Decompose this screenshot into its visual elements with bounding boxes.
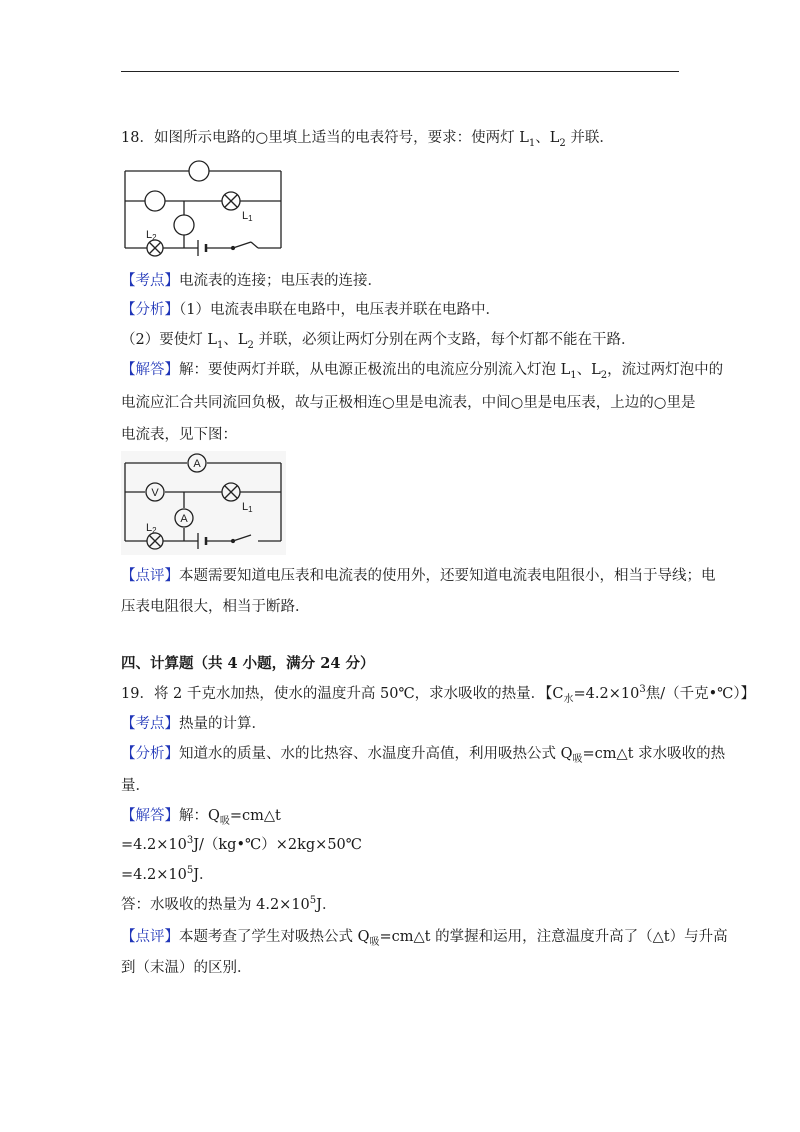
lamp-l1-label: L1	[242, 210, 253, 223]
switch-lever	[251, 242, 258, 248]
section-heading: 四、计算题（共 4 小题，满分 24 分）	[121, 655, 375, 672]
meter-slot-top	[189, 161, 209, 181]
voltmeter-left-label: V	[151, 487, 159, 499]
q18-jieda-line3: 电流表，见下图：	[121, 427, 237, 443]
q18-dianping-line2: 压表电阻很大，相当于断路．	[121, 599, 310, 615]
lamp-l2-label: L2	[146, 522, 157, 535]
q18-fenxi-line1: 【分析】（1）电流表串联在电路中，电压表并联在电路中．	[121, 302, 500, 318]
q19-jieda-line1: 【解答】解：$Q_吸=cm\triangle t$	[121, 808, 281, 827]
switch-arm	[233, 242, 251, 248]
ammeter-top-label: A	[193, 458, 201, 470]
q19-stem: 19．将 2 千克水加热，使水的温度升高 50℃，求水吸收的热量．【$C_水=4.2\times 10^3$焦/（千克•℃）】	[121, 684, 756, 705]
circuit-diagram-answer	[121, 451, 286, 555]
meter-slot-middle	[174, 215, 194, 235]
lamp-l1-label: L1	[242, 501, 253, 514]
q19-kaodian: 【考点】热量的计算．	[121, 716, 266, 732]
circuit-diagram-question	[121, 156, 286, 260]
q19-jieda-line3: $=4.2\times 10^5J$．	[121, 865, 214, 883]
q19-dianping-line2: 到（末温）的区别．	[121, 960, 252, 976]
ammeter-middle-label: A	[180, 513, 188, 525]
q18-stem: 18．如图所示电路的○里填上适当的电表符号，要求：使两灯 $L_1$、$L_2$ 并联．	[121, 130, 614, 149]
q18-jieda-line2: 电流应汇合共同流回负极，故与正极相连○里是电流表，中间○里是电压表，上边的○里是	[121, 395, 696, 411]
q18-jieda-line1: 【解答】解：要使两灯并联，从电源正极流出的电流应分别流入灯泡 $L_1$、$L_2$，流过两灯泡中的	[121, 362, 724, 381]
q19-answer: 答：水吸收的热量为 $4.2\times 10^5J$．	[121, 895, 337, 913]
q19-dianping-line1: 【点评】本题考查了学生对吸热公式 $Q_吸=cm\triangle t$ 的掌握和运用，注意温度升高了（△t）与升高	[121, 929, 728, 948]
header-rule	[121, 71, 679, 72]
q19-fenxi-line1: 【分析】知道水的质量、水的比热容、水温度升高值，利用吸热公式 $Q_吸=cm\triangle t$ 求水吸收的热	[121, 746, 726, 765]
q19-fenxi-line2: 量．	[121, 778, 150, 794]
meter-slot-left	[145, 191, 165, 211]
q18-fenxi-line2: （2）要使灯 $L_1$、$L_2$ 并联，必须让两灯分别在两个支路，每个灯都不能在干路．	[121, 332, 636, 351]
q18-kaodian: 【考点】电流表的连接；电压表的连接．	[121, 273, 382, 289]
q19-jieda-line2: $=4.2\times 10^3J/(kg•℃)\times 2kg\times 50℃$	[121, 835, 362, 853]
q18-dianping-line1: 【点评】本题需要知道电压表和电流表的使用外，还要知道电流表电阻很小，相当于导线；电	[121, 568, 716, 584]
lamp-l2-label: L2	[146, 229, 157, 242]
